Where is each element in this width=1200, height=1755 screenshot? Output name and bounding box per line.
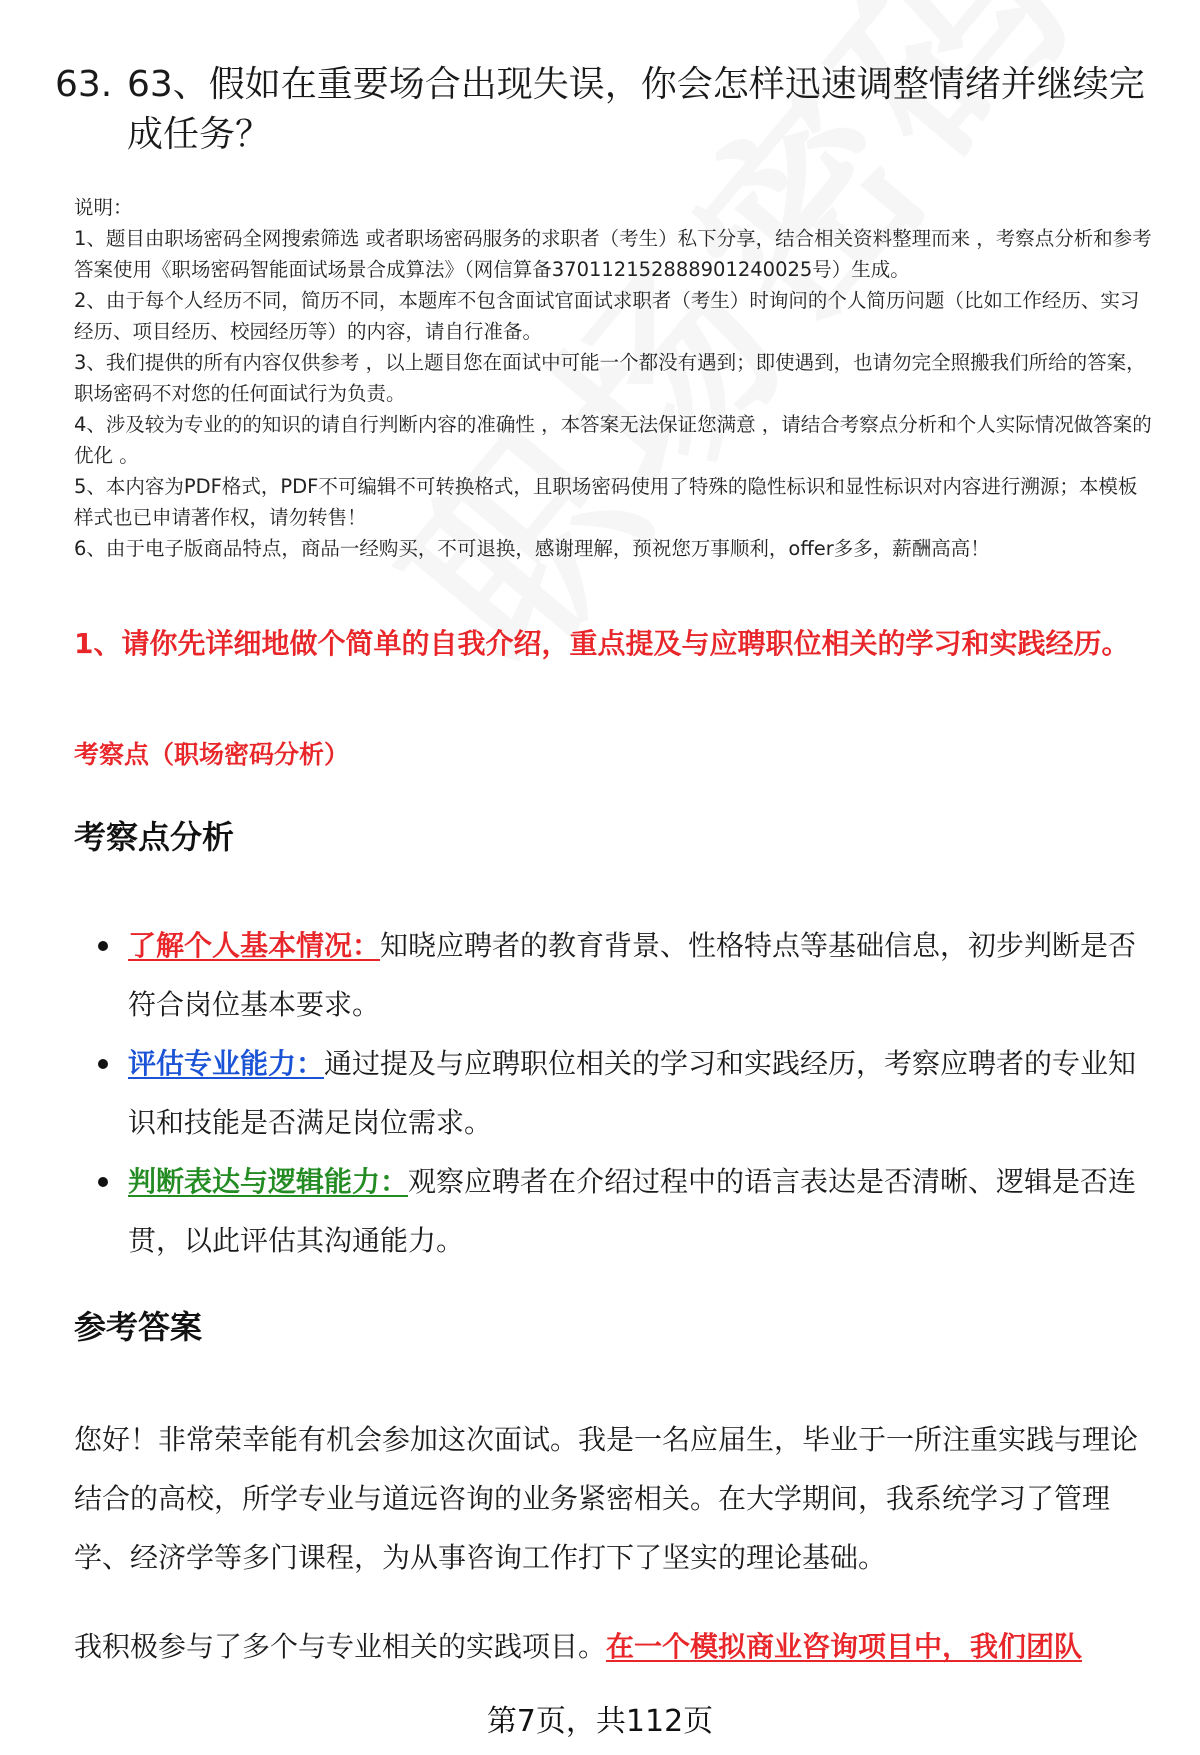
analysis-label: 考察点（职场密码分析）: [74, 740, 350, 769]
notes-heading: 说明：: [74, 196, 133, 219]
notes-item: 1、题目由职场密码全网搜索筛选 或者职场密码服务的求职者（考生）私下分享，结合相关资料整理而来 ，考察点分析和参考答案使用《职场密码智能面试场景合成算法》（网信算备37011215288890124​0025号）生成。: [74, 227, 1152, 281]
list-item: [74, 1152, 1150, 1270]
question-title: [55, 60, 1145, 160]
bullet-keyword: 评估专业能力：: [128, 1047, 325, 1080]
bullet-text: 知晓应聘者的教育背景、性格特点等基础信息，初步判断是否符合岗位基本要求。: [128, 929, 1137, 1021]
answer-body: [74, 1410, 1150, 1706]
analysis-heading: 考察点分析: [74, 818, 235, 856]
answer-text: 我积极参与了多个与专业相关的实践项目。: [74, 1630, 607, 1663]
bullet-dot-icon: [98, 941, 108, 951]
notes-item: 2、由于每个人经历不同，简历不同，本题库不包含面试官面试求职者（考生）时询问的个人简历问题（比如工作经历、实习经历、项目经历、校园经历等）的内容，请自行准备。: [74, 289, 1140, 343]
notes-item: 5、本内容为PDF格式，PDF不可编辑不可转换格式，且职场密码使用了特殊的隐性标识和显性标识对内容进行溯源；本模板样式也已申请著作权，请勿转售！: [74, 475, 1138, 529]
answer-paragraph: [74, 1617, 1150, 1676]
list-item: [74, 916, 1150, 1034]
answer-highlight: 在一个模拟商业咨询项目中，我们团队: [606, 1630, 1083, 1663]
bullet-text: 通过提及与应聘职位相关的学习和实践经历，考察应聘者的专业知识和技能是否满足岗位需求。: [128, 1047, 1137, 1139]
answer-paragraph: 您好！非常荣幸能有机会参加这次面试。我是一名应届生，毕业于一所注重实践与理论结合的高校，所学专业与道远咨询的业务紧密相关。在大学期间，我系统学习了管理学、经济学等多门课程，为从事咨询工作打下了坚实的理论基础。: [74, 1423, 1139, 1574]
notes-item: 6、由于电子版商品特点，商品一经购买，不可退换，感谢理解，预祝您万事顺利，offer多多，薪酬高高！: [74, 537, 990, 560]
question-number: 63.: [55, 64, 113, 105]
notes-item: 4、涉及较为专业的的知识的请自行判断内容的准确性 ，本答案无法保证您满意 ，请结合考察点分析和个人实际情况做答案的优化 。: [74, 413, 1152, 467]
question-text: 63、假如在重要场合出现失误，你会怎样迅速调整情绪并继续完成任务？: [127, 64, 1145, 155]
sub-question: 1、请你先详细地做个简单的自我介绍，重点提及与应聘职位相关的学习和实践经历。: [74, 627, 1130, 660]
notes-item: 3、我们提供的所有内容仅供参考 ，以上题目您在面试中可能一个都没有遇到；即使遇到，也请勿完全照搬我们所给的答案，职场密码不对您的任何面试行为负责。: [74, 351, 1146, 405]
notes-block: [74, 192, 1154, 564]
bullet-keyword: 判断表达与逻辑能力：: [128, 1165, 409, 1198]
bullet-keyword: 了解个人基本情况：: [128, 929, 381, 962]
list-item: [74, 1034, 1150, 1152]
page-footer: 第7页，共112页: [486, 1704, 714, 1739]
bullet-text: 观察应聘者在介绍过程中的语言表达是否清晰、逻辑是否连贯，以此评估其沟通能力。: [128, 1165, 1137, 1257]
bullet-dot-icon: [98, 1177, 108, 1187]
analysis-list: [74, 916, 1150, 1270]
bullet-dot-icon: [98, 1059, 108, 1069]
answer-heading: 参考答案: [74, 1308, 203, 1346]
